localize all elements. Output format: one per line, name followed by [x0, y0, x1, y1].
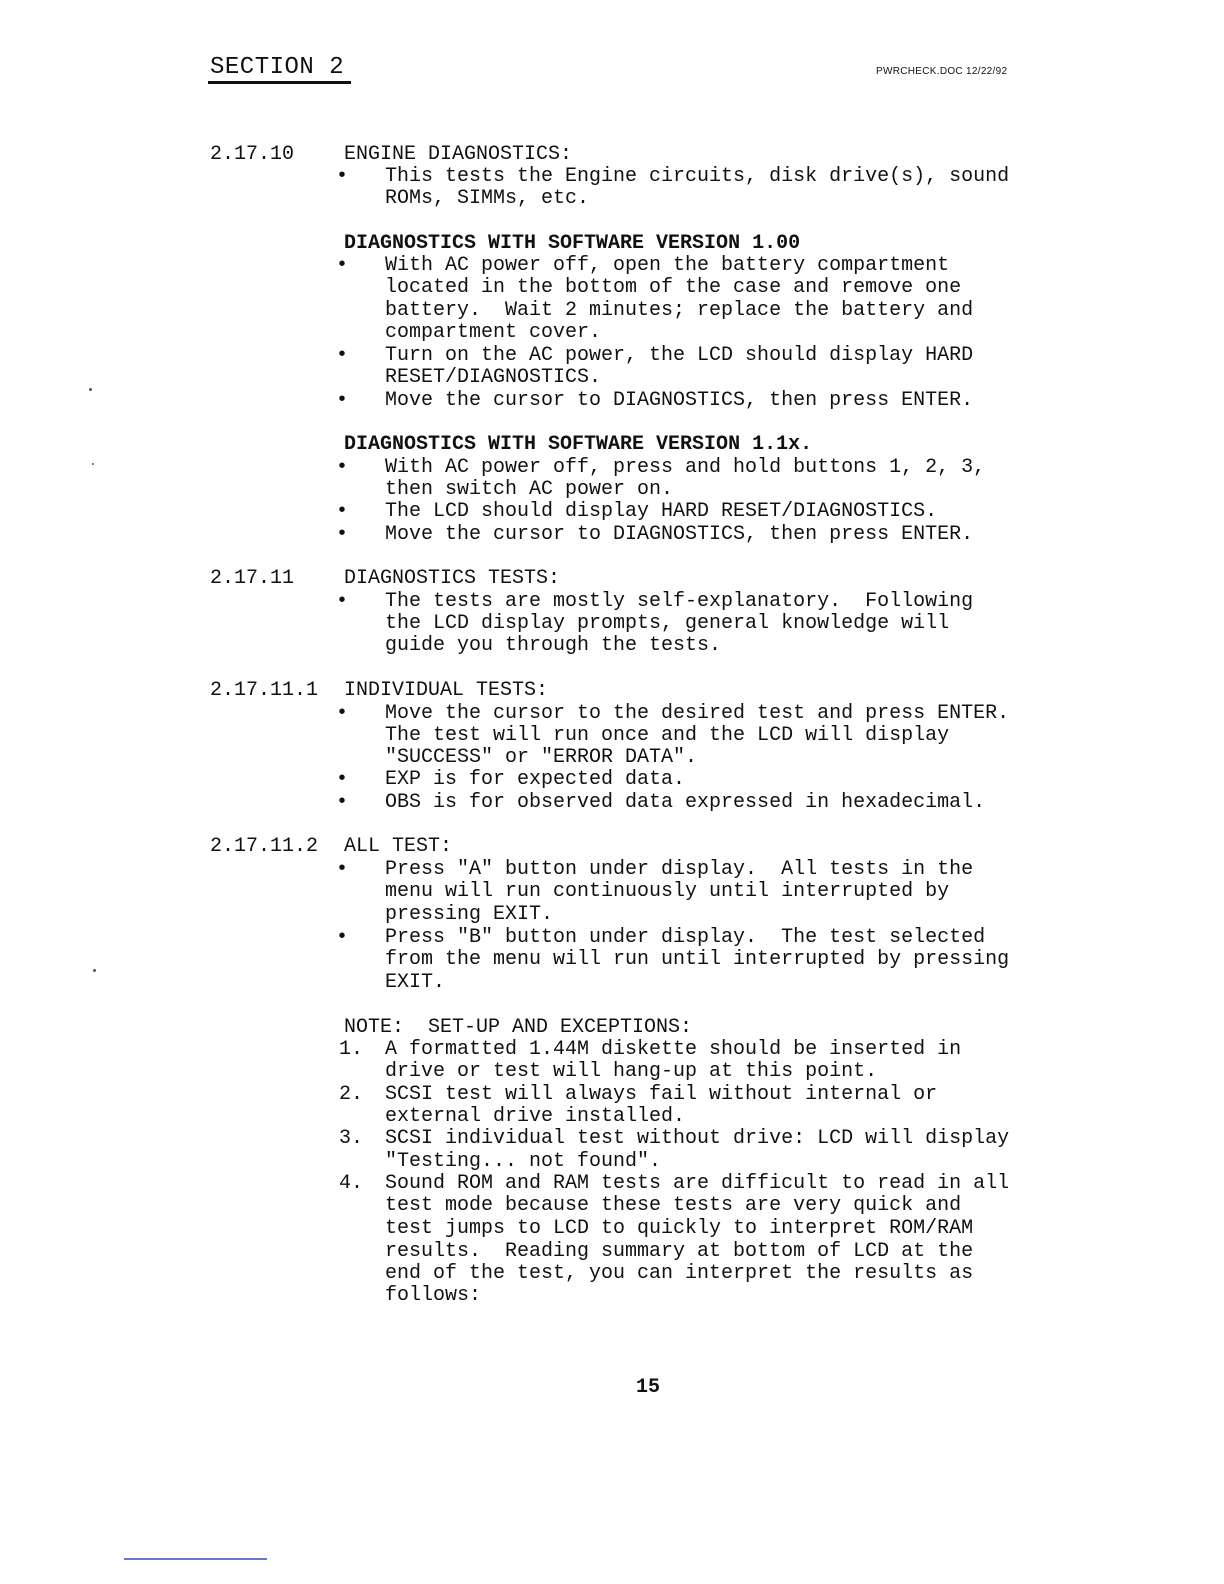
body-line: Move the cursor to DIAGNOSTICS, then press ENTER.: [385, 389, 974, 412]
body-line: located in the bottom of the case and remove one: [385, 276, 962, 299]
bullet-icon: •: [336, 791, 349, 814]
scan-speck: [92, 463, 94, 465]
body-line: This tests the Engine circuits, disk drive(s), sound: [385, 165, 1010, 188]
footer-rule: [124, 1558, 267, 1560]
body-line: compartment cover.: [385, 321, 602, 344]
document-id: PWRCHECK.DOC 12/22/92: [876, 66, 1008, 77]
body-line: RESET/DIAGNOSTICS.: [385, 366, 602, 389]
body-line: "Testing... not found".: [385, 1150, 662, 1173]
body-line: from the menu will run until interrupted by pressing: [385, 948, 1010, 971]
bullet-icon: •: [336, 344, 349, 367]
body-line: results. Reading summary at bottom of LCD at the: [385, 1240, 974, 1263]
page-number: 15: [636, 1376, 661, 1399]
body-line: battery. Wait 2 minutes; replace the battery and: [385, 299, 974, 322]
body-line: SCSI individual test without drive: LCD will display: [385, 1127, 1010, 1150]
body-line: EXIT.: [385, 971, 446, 994]
body-line: the LCD display prompts, general knowledge will: [385, 612, 950, 635]
bullet-icon: •: [336, 254, 349, 277]
bullet-icon: •: [336, 768, 349, 791]
body-line: The LCD should display HARD RESET/DIAGNOSTICS.: [385, 500, 938, 523]
body-line: Press "A" button under display. All tests in the: [385, 858, 974, 881]
body-line: end of the test, you can interpret the results as: [385, 1262, 974, 1285]
bullet-icon: •: [336, 389, 349, 412]
section-title: SECTION 2: [210, 54, 345, 81]
body-line: test jumps to LCD to quickly to interpret ROM/RAM: [385, 1217, 974, 1240]
section-number-2-17-11-2: 2.17.11.2: [210, 835, 319, 858]
body-line: The test will run once and the LCD will display: [385, 724, 950, 747]
body-line: guide you through the tests.: [385, 634, 722, 657]
body-line: "SUCCESS" or "ERROR DATA".: [385, 746, 698, 769]
body-line: With AC power off, press and hold buttons 1, 2, 3,: [385, 456, 986, 479]
body-line: external drive installed.: [385, 1105, 686, 1128]
note-heading: NOTE: SET-UP AND EXCEPTIONS:: [344, 1016, 693, 1039]
bullet-icon: •: [336, 702, 349, 725]
body-line: SCSI test will always fail without internal or: [385, 1083, 938, 1106]
note-item-number: 2.: [339, 1083, 364, 1106]
subheading-version-1-1x: DIAGNOSTICS WITH SOFTWARE VERSION 1.1x.: [344, 433, 813, 456]
bullet-icon: •: [336, 456, 349, 479]
bullet-icon: •: [336, 523, 349, 546]
bullet-icon: •: [336, 590, 349, 613]
note-item-number: 1.: [339, 1038, 364, 1061]
body-line: drive or test will hang-up at this point.: [385, 1060, 878, 1083]
scan-speck: [93, 969, 96, 972]
body-line: then switch AC power on.: [385, 478, 674, 501]
section-number-2-17-10: 2.17.10: [210, 143, 295, 166]
body-line: pressing EXIT.: [385, 903, 554, 926]
bullet-icon: •: [336, 165, 349, 188]
body-line: Move the cursor to DIAGNOSTICS, then press ENTER.: [385, 523, 974, 546]
heading-individual-tests: INDIVIDUAL TESTS:: [344, 679, 549, 702]
scan-speck: [89, 388, 92, 391]
body-line: OBS is for observed data expressed in hexadecimal.: [385, 791, 986, 814]
subheading-version-1-00: DIAGNOSTICS WITH SOFTWARE VERSION 1.00: [344, 232, 801, 255]
body-line: With AC power off, open the battery compartment: [385, 254, 950, 277]
body-line: EXP is for expected data.: [385, 768, 686, 791]
body-line: follows:: [385, 1284, 482, 1307]
bullet-icon: •: [336, 858, 349, 881]
body-line: A formatted 1.44M diskette should be inserted in: [385, 1038, 962, 1061]
section-number-2-17-11-1: 2.17.11.1: [210, 679, 319, 702]
body-line: Move the cursor to the desired test and press ENTER.: [385, 702, 1010, 725]
bullet-icon: •: [336, 500, 349, 523]
heading-engine-diagnostics: ENGINE DIAGNOSTICS:: [344, 143, 573, 166]
body-line: Turn on the AC power, the LCD should display HARD: [385, 344, 974, 367]
body-line: Press "B" button under display. The test selected: [385, 926, 986, 949]
body-line: test mode because these tests are very quick and: [385, 1194, 962, 1217]
section-number-2-17-11: 2.17.11: [210, 567, 295, 590]
heading-diagnostics-tests: DIAGNOSTICS TESTS:: [344, 567, 561, 590]
body-line: ROMs, SIMMs, etc.: [385, 187, 590, 210]
note-item-number: 4.: [339, 1172, 364, 1195]
body-line: The tests are mostly self-explanatory. Following: [385, 590, 974, 613]
heading-all-test: ALL TEST:: [344, 835, 453, 858]
bullet-icon: •: [336, 926, 349, 949]
section-title-underline: [208, 81, 351, 84]
body-line: Sound ROM and RAM tests are difficult to read in all: [385, 1172, 1010, 1195]
note-item-number: 3.: [339, 1127, 364, 1150]
body-line: menu will run continuously until interrupted by: [385, 880, 950, 903]
